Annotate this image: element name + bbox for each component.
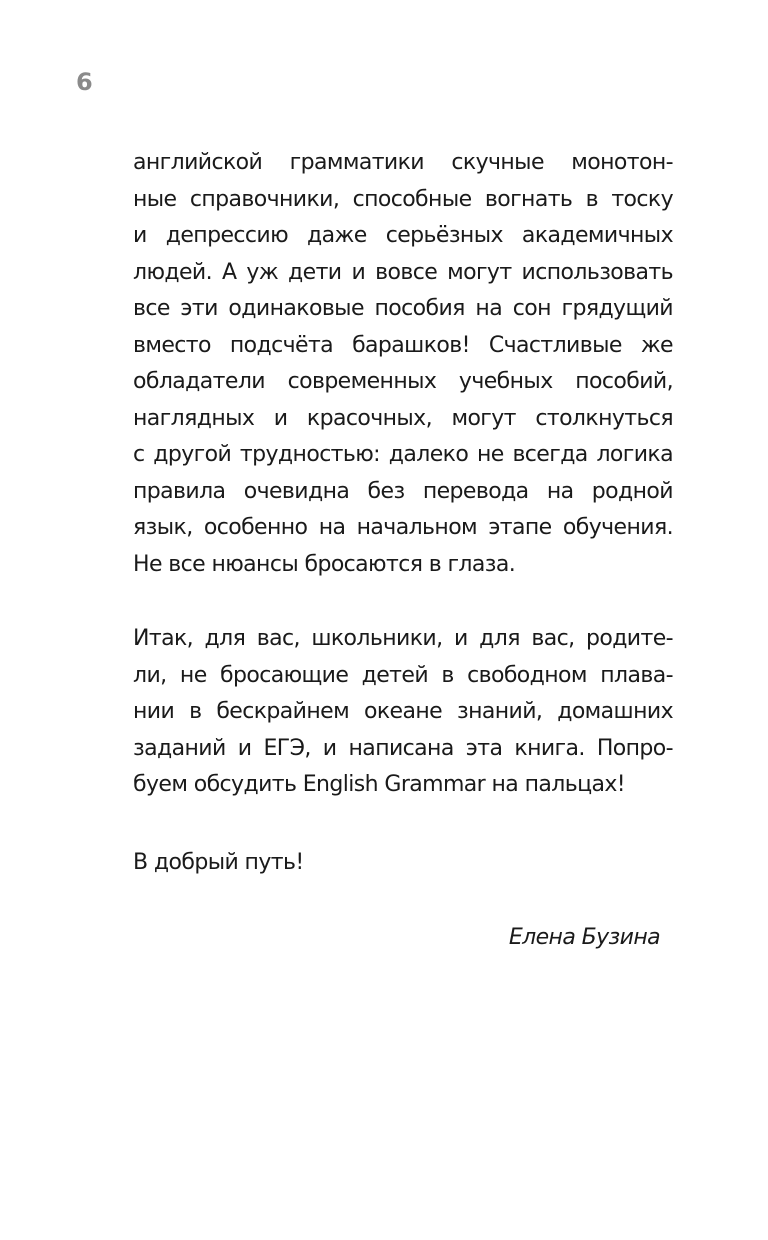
text-line: буем обсудить English Grammar на пальцах!: [133, 772, 625, 797]
text-line: все эти одинаковые пособия на сон грядущий: [133, 296, 673, 321]
text-line: обладатели современных учебных пособий,: [133, 369, 673, 394]
text-line: вместо подсчёта барашков! Счастливые же: [133, 332, 673, 358]
text-line: Итак, для вас, школьники, и для вас, родите-: [133, 626, 673, 651]
text-line: нии в бескрайнем океане знаний, домашних: [133, 699, 673, 724]
author-signature: Елена Бузина: [508, 925, 660, 950]
text-line: английской грамматики скучные монотон-: [133, 150, 673, 175]
paragraph-2: [133, 621, 673, 804]
text-line: ные справочники, способные вогнать в тоску: [133, 186, 673, 212]
text-line: ли, не бросающие детей в свободном плава-: [133, 662, 673, 688]
paragraph-1: [133, 145, 673, 583]
page-number: 6: [76, 68, 93, 96]
paragraph-3: [133, 845, 673, 882]
text-line: с другой трудностью: далеко не всегда логика: [133, 442, 673, 467]
text-line: Не все нюансы бросаются в глаза.: [133, 551, 516, 577]
text-line: наглядных и красочных, могут столкнуться: [133, 405, 673, 431]
text-line: заданий и ЕГЭ, и написана эта книга. Попро-: [133, 735, 673, 761]
text-line: людей. А уж дети и вовсе могут использовать: [133, 259, 673, 285]
text-line: и депрессию даже серьёзных академичных: [133, 223, 673, 248]
text-line: правила очевидна без перевода на родной: [133, 478, 673, 504]
text-line: язык, особенно на начальном этапе обучения.: [133, 515, 673, 540]
text-line: В добрый путь!: [133, 850, 304, 875]
